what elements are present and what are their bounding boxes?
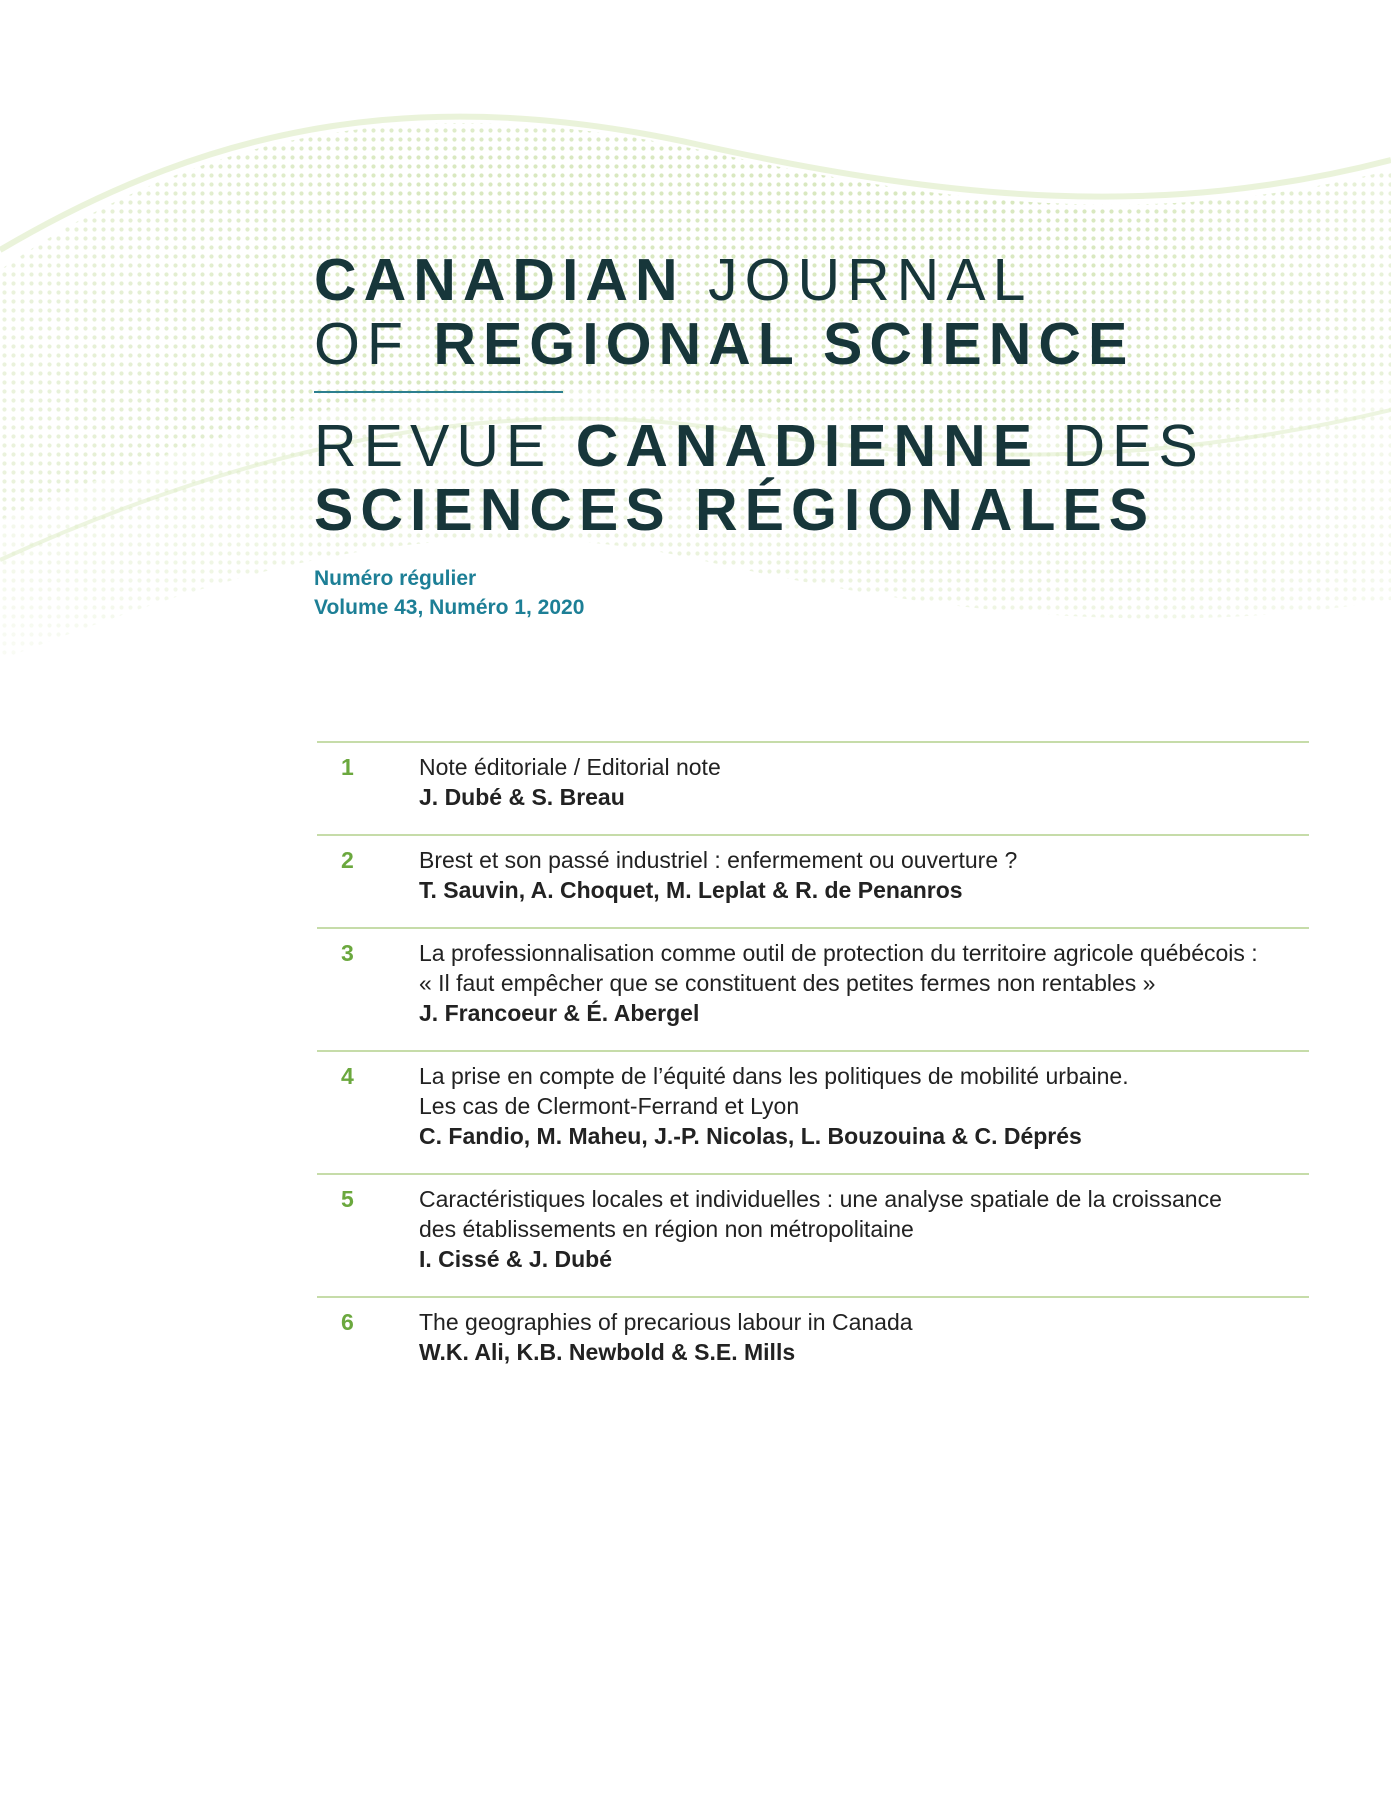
toc-entry-authors: T. Sauvin, A. Choquet, M. Leplat & R. de Penanros xyxy=(419,877,963,903)
issue-info xyxy=(314,564,1314,622)
toc-entry-title: des établissements en région non métropolitaine xyxy=(419,1216,914,1242)
issue-type: Numéro régulier xyxy=(314,567,477,590)
toc-entry-title: « Il faut empêcher que se constituent des petites fermes non rentables » xyxy=(419,970,1156,996)
toc-entry[interactable] xyxy=(317,1296,1309,1389)
toc-entry-number: 1 xyxy=(341,754,354,780)
toc-entry[interactable] xyxy=(317,1050,1309,1173)
journal-title-en-line1 xyxy=(314,248,1314,312)
title-word: SCIENCES RÉGIONALES xyxy=(314,477,1156,543)
toc-entry-number: 6 xyxy=(341,1309,354,1335)
toc-entry-title: The geographies of precarious labour in Canada xyxy=(419,1309,913,1335)
toc-entry[interactable] xyxy=(317,741,1309,834)
title-word: CANADIENNE xyxy=(575,413,1040,479)
toc-entry-title: Note éditoriale / Editorial note xyxy=(419,754,721,780)
toc-entry-title: Les cas de Clermont-Ferrand et Lyon xyxy=(419,1093,800,1119)
journal-masthead xyxy=(314,248,1314,622)
toc-entry[interactable] xyxy=(317,927,1309,1050)
table-of-contents xyxy=(317,741,1309,1389)
toc-entry-body xyxy=(419,1061,1309,1151)
title-word: DES xyxy=(1062,413,1205,479)
toc-entry-authors: I. Cissé & J. Dubé xyxy=(419,1246,613,1272)
toc-entry-body xyxy=(419,1307,1309,1367)
title-word: REVUE xyxy=(314,413,553,479)
toc-entry-title: Caractéristiques locales et individuelles : une analyse spatiale de la croissance xyxy=(419,1186,1222,1212)
toc-entry-title: La professionnalisation comme outil de protection du territoire agricole québécois : xyxy=(419,940,1258,966)
title-word: OF xyxy=(314,311,410,377)
toc-entry-authors: J. Dubé & S. Breau xyxy=(419,784,625,810)
toc-entry-title: La prise en compte de l’équité dans les politiques de mobilité urbaine. xyxy=(419,1063,1129,1089)
journal-title-fr-line2 xyxy=(314,478,1314,542)
toc-entry-authors: W.K. Ali, K.B. Newbold & S.E. Mills xyxy=(419,1339,796,1365)
title-divider xyxy=(314,391,563,393)
toc-entry-body xyxy=(419,1184,1309,1274)
toc-entry[interactable] xyxy=(317,1173,1309,1296)
toc-entry-number: 5 xyxy=(341,1186,354,1212)
title-word: CANADIAN xyxy=(314,247,685,313)
toc-entry-number: 2 xyxy=(341,847,354,873)
toc-entry-authors: C. Fandio, M. Maheu, J.-P. Nicolas, L. Bouzouina & C. Déprés xyxy=(419,1123,1082,1149)
toc-entry-number: 3 xyxy=(341,940,354,966)
toc-entry-body xyxy=(419,938,1309,1028)
title-word: REGIONAL SCIENCE xyxy=(433,311,1135,377)
toc-entry-authors: J. Francoeur & É. Abergel xyxy=(419,1000,700,1026)
journal-title-fr-line1 xyxy=(314,414,1314,478)
journal-title-en-line2 xyxy=(314,312,1314,376)
toc-entry-body xyxy=(419,845,1309,905)
issue-volume: Volume 43, Numéro 1, 2020 xyxy=(314,596,585,619)
toc-entry[interactable] xyxy=(317,834,1309,927)
toc-entry-title: Brest et son passé industriel : enfermement ou ouverture ? xyxy=(419,847,1018,873)
toc-entry-number: 4 xyxy=(341,1063,354,1089)
toc-entry-body xyxy=(419,752,1309,812)
title-word: JOURNAL xyxy=(708,247,1033,313)
